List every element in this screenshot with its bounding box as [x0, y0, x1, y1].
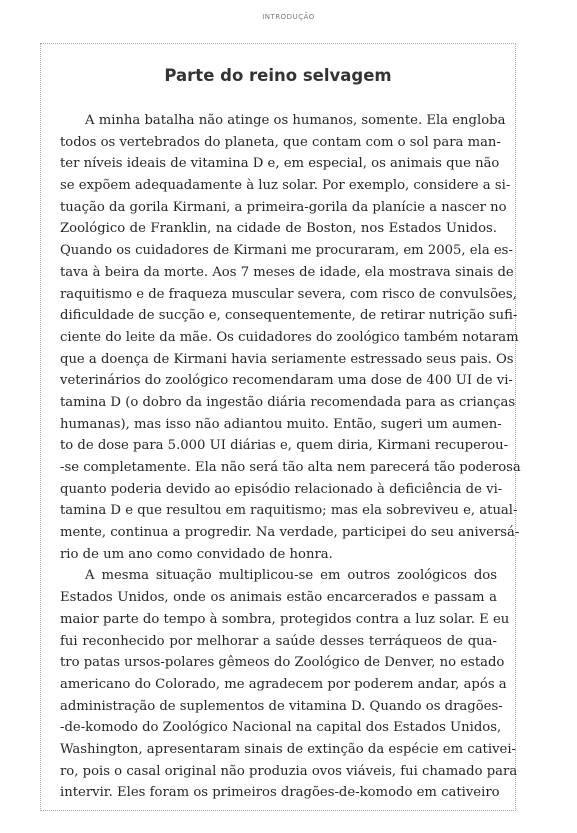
- text-line: ro, pois o casal original não produzia ovos viáveis, fui chamado para: [60, 763, 518, 779]
- text-line: raquitismo e de fraqueza muscular severa, com risco de convulsões,: [60, 286, 517, 302]
- text-line: rio de um ano como convidado de honra.: [60, 546, 333, 562]
- text-line: -se completamente. Ela não será tão alta nem parecerá tão poderosa: [60, 460, 521, 475]
- text-line: tava à beira da morte. Aos 7 meses de idade, ela mostrava sinais de: [60, 264, 514, 280]
- text-line: A minha batalha não atinge os humanos, somente. Ela engloba: [85, 113, 506, 128]
- text-line: mente, continua a progredir. Na verdade, participei do seu aniversá-: [60, 525, 520, 541]
- text-line: ciente do leite da mãe. Os cuidadores do zoológico também notaram: [60, 329, 519, 345]
- text-line: Quando os cuidadores de Kirmani me procuraram, em 2005, ela es-: [60, 243, 513, 259]
- text-line: se expõem adequadamente à luz solar. Por exemplo, considere a si-: [60, 178, 511, 194]
- paragraph: [60, 565, 518, 804]
- text-line: que a doença de Kirmani havia seriamente estressado seus pais. Os: [60, 351, 514, 367]
- running-head: INTRODUÇÃO: [262, 13, 315, 21]
- text-line: Estados Unidos, onde os animais estão encarcerados e passam a: [60, 590, 497, 606]
- text-line: todos os vertebrados do planeta, que contam com o sol para man-: [60, 134, 501, 150]
- text-line: tamina D e que resultou em raquitismo; mas ela sobreviveu e, atual-: [60, 503, 518, 519]
- text-line: tro patas ursos-polares gêmeos do Zoológico de Denver, no estado: [60, 655, 505, 671]
- text-line: tuação da gorila Kirmani, a primeira-gorila da planície a nascer no: [60, 199, 507, 215]
- text-line: quanto poderia devido ao episódio relacionado à deficiência de vi-: [60, 481, 503, 497]
- text-line: Washington, apresentaram sinais de extinção da espécie em cativei-: [60, 741, 516, 757]
- text-line: americano do Colorado, me agradecem por poderem andar, após a: [60, 676, 507, 692]
- body-text: [60, 110, 521, 804]
- paragraph: [60, 110, 521, 565]
- text-line: dificuldade de sucção e, consequentemente, de retirar nutrição sufi-: [60, 308, 518, 324]
- text-line: intervir. Eles foram os primeiros dragões-de-komodo em cativeiro: [60, 785, 500, 801]
- text-line: tamina D (o dobro da ingestão diária recomendada para as crianças: [60, 394, 516, 410]
- text-line: ter níveis ideais de vitamina D e, em especial, os animais que não: [60, 156, 500, 172]
- text-line: Zoológico de Franklin, na cidade de Boston, nos Estados Unidos.: [60, 221, 497, 237]
- text-line: administração de suplementos de vitamina D. Quando os dragões-: [60, 698, 503, 714]
- text-line: maior parte do tempo à sombra, protegidos contra a luz solar. E eu: [60, 611, 510, 627]
- text-line: to de dose para 5.000 UI diárias e, quem diria, Kirmani recuperou-: [60, 438, 509, 454]
- text-line: fui reconhecido por melhorar a saúde desses terráqueos de qua-: [60, 633, 497, 649]
- text-line: humanas), mas isso não adiantou muito. Então, sugeri um aumen-: [60, 416, 502, 432]
- text-line: A mesma situação multiplicou-se em outros zoológicos dos: [85, 568, 497, 584]
- section-title: Parte do reino selvagem: [164, 66, 392, 85]
- text-line: veterinários do zoológico recomendaram uma dose de 400 UI de vi-: [60, 373, 513, 389]
- text-line: -de-komodo do Zoológico Nacional na capital dos Estados Unidos,: [60, 720, 502, 736]
